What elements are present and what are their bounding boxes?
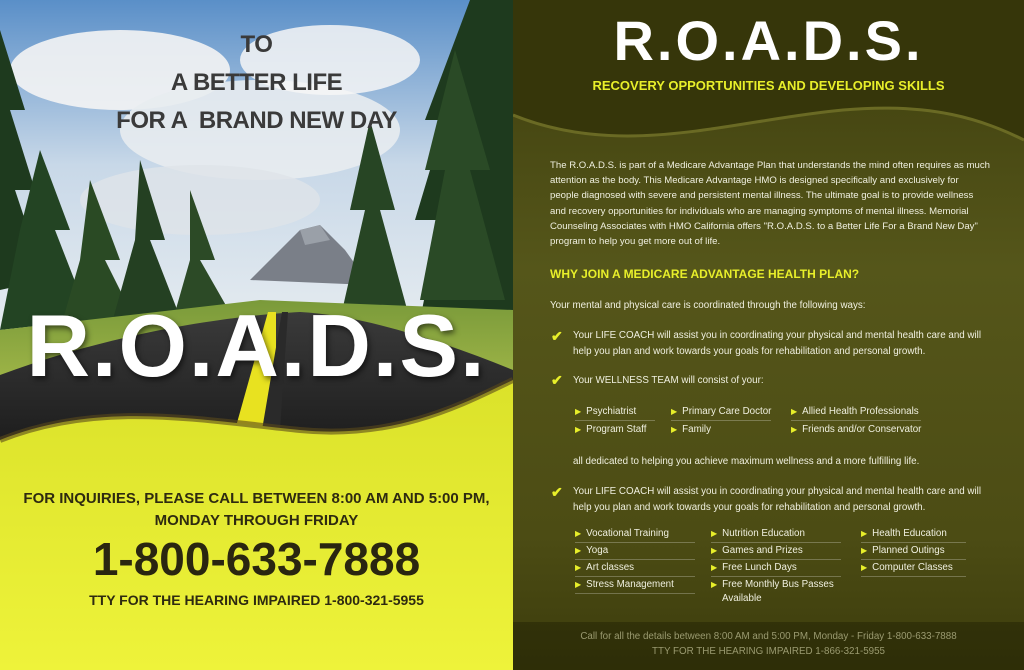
item-label: Allied Health Professionals xyxy=(802,406,919,417)
item-label: Free Monthly Bus Passes Available xyxy=(722,579,834,604)
list-item xyxy=(575,423,646,437)
phone-number: 1-800-633-7888 xyxy=(92,533,421,585)
roads-logo-left: R.O.A.D.S. xyxy=(26,296,487,395)
coordinated-text: Your mental and physical care is coordinated through the following ways: xyxy=(550,300,866,311)
list-item xyxy=(671,405,771,419)
divider xyxy=(711,542,841,543)
arrow-bullet-icon: ▶ xyxy=(861,529,868,538)
tagline-line: TO xyxy=(240,31,273,58)
arrow-bullet-icon: ▶ xyxy=(791,407,798,416)
divider xyxy=(575,542,695,543)
arrow-bullet-icon: ▶ xyxy=(575,580,582,589)
list-item xyxy=(711,578,842,606)
item-label: Stress Management xyxy=(586,579,674,590)
list-item xyxy=(575,405,636,419)
item-label: Psychiatrist xyxy=(586,406,637,417)
arrow-bullet-icon: ▶ xyxy=(861,546,868,555)
arrow-bullet-icon: ▶ xyxy=(671,425,678,434)
arrow-bullet-icon: ▶ xyxy=(575,563,582,572)
list-item xyxy=(575,561,634,575)
life-coach-point-2: Your LIFE COACH will assist you in coordinating your physical and mental health care and will help you plan and work towards your goals for rehabilitation and personal growth. xyxy=(573,486,982,513)
why-join-heading: WHY JOIN A MEDICARE ADVANTAGE HEALTH PLAN? xyxy=(550,267,860,281)
item-label: Family xyxy=(682,424,712,435)
arrow-bullet-icon: ▶ xyxy=(575,407,582,416)
list-item xyxy=(575,544,608,558)
checkmark-icon: ✔ xyxy=(551,484,563,500)
item-label: Art classes xyxy=(586,562,635,573)
dedicated-text: all dedicated to helping you achieve maximum wellness and a more fulfilling life. xyxy=(573,456,920,467)
item-label: Friends and/or Conservator xyxy=(802,424,922,435)
list-item xyxy=(861,544,945,558)
tty-number: TTY FOR THE HEARING IMPAIRED 1-800-321-5955 xyxy=(89,592,424,608)
intro-paragraph: The R.O.A.D.S. is part of a Medicare Advantage Plan that understands the mind often requires as much attention as the body. This Medicare Advantage HMO is designed specifically and exclusively for people diagnosed with severe and persistent mental illness. The ultimate goal is to provide wellness and recovery opportunities for individuals who are managing symptoms of mental illness. Memorial Counseling Associates with HMO California offers "R.O.A.D.S. to a Better Life For a Brand New Day" program to help you get more out of life. xyxy=(550,160,990,248)
divider xyxy=(711,559,841,560)
list-item xyxy=(861,561,953,575)
list-item xyxy=(575,578,674,592)
list-item xyxy=(711,561,797,575)
inquiry-text xyxy=(0,488,513,532)
arrow-bullet-icon: ▶ xyxy=(711,563,718,572)
arrow-bullet-icon: ▶ xyxy=(711,580,718,589)
life-coach-point: Your LIFE COACH will assist you in coordinating your physical and mental health care and will help you plan and work towards your goals for rehabilitation and personal growth. xyxy=(573,330,982,357)
list-item xyxy=(711,544,803,558)
divider xyxy=(575,559,695,560)
tagline xyxy=(0,26,513,140)
divider xyxy=(861,542,966,543)
item-label: Games and Prizes xyxy=(722,545,803,556)
divider xyxy=(861,576,966,577)
divider xyxy=(791,420,921,421)
arrow-bullet-icon: ▶ xyxy=(575,529,582,538)
list-item xyxy=(791,423,921,437)
item-label: Yoga xyxy=(586,545,609,556)
inquiry-line: FOR INQUIRIES, PLEASE CALL BETWEEN 8:00 AM AND 5:00 PM, xyxy=(23,490,490,507)
tagline-line: FOR A BRAND NEW DAY xyxy=(116,107,397,134)
item-label: Health Education xyxy=(872,528,947,539)
divider xyxy=(671,420,771,421)
item-label: Vocational Training xyxy=(586,528,669,539)
item-label: Free Lunch Days xyxy=(722,562,797,573)
tagline-line: A BETTER LIFE xyxy=(170,69,343,96)
arrow-bullet-icon: ▶ xyxy=(711,529,718,538)
list-item xyxy=(711,527,805,541)
arrow-bullet-icon: ▶ xyxy=(791,425,798,434)
divider xyxy=(575,420,655,421)
item-label: Computer Classes xyxy=(872,562,953,573)
checkmark-icon: ✔ xyxy=(551,372,563,388)
inquiry-line: MONDAY THROUGH FRIDAY xyxy=(154,512,359,529)
item-label: Primary Care Doctor xyxy=(682,406,772,417)
footer-call-text: Call for all the details between 8:00 AM and 5:00 PM, Monday - Friday 1-800-633-7888 xyxy=(580,631,957,642)
list-item xyxy=(861,527,947,541)
arrow-bullet-icon: ▶ xyxy=(575,546,582,555)
divider xyxy=(575,593,695,594)
item-label: Program Staff xyxy=(586,424,647,435)
divider xyxy=(711,576,841,577)
list-item xyxy=(575,527,669,541)
divider xyxy=(861,559,966,560)
footer-tty-text: TTY FOR THE HEARING IMPAIRED 1-866-321-5955 xyxy=(651,646,886,657)
wellness-team-point: Your WELLNESS TEAM will consist of your: xyxy=(573,375,764,386)
roads-subtitle: RECOVERY OPPORTUNITIES AND DEVELOPING SKILLS xyxy=(592,78,945,93)
arrow-bullet-icon: ▶ xyxy=(575,425,582,434)
list-item xyxy=(671,423,711,437)
item-label: Nutrition Education xyxy=(722,528,805,539)
roads-title: R.O.A.D.S. xyxy=(613,9,924,72)
divider xyxy=(575,576,695,577)
item-label: Planned Outings xyxy=(872,545,945,556)
right-panel xyxy=(513,0,1024,670)
list-item xyxy=(791,405,919,419)
arrow-bullet-icon: ▶ xyxy=(671,407,678,416)
arrow-bullet-icon: ▶ xyxy=(711,546,718,555)
checkmark-icon: ✔ xyxy=(551,328,563,344)
arrow-bullet-icon: ▶ xyxy=(861,563,868,572)
